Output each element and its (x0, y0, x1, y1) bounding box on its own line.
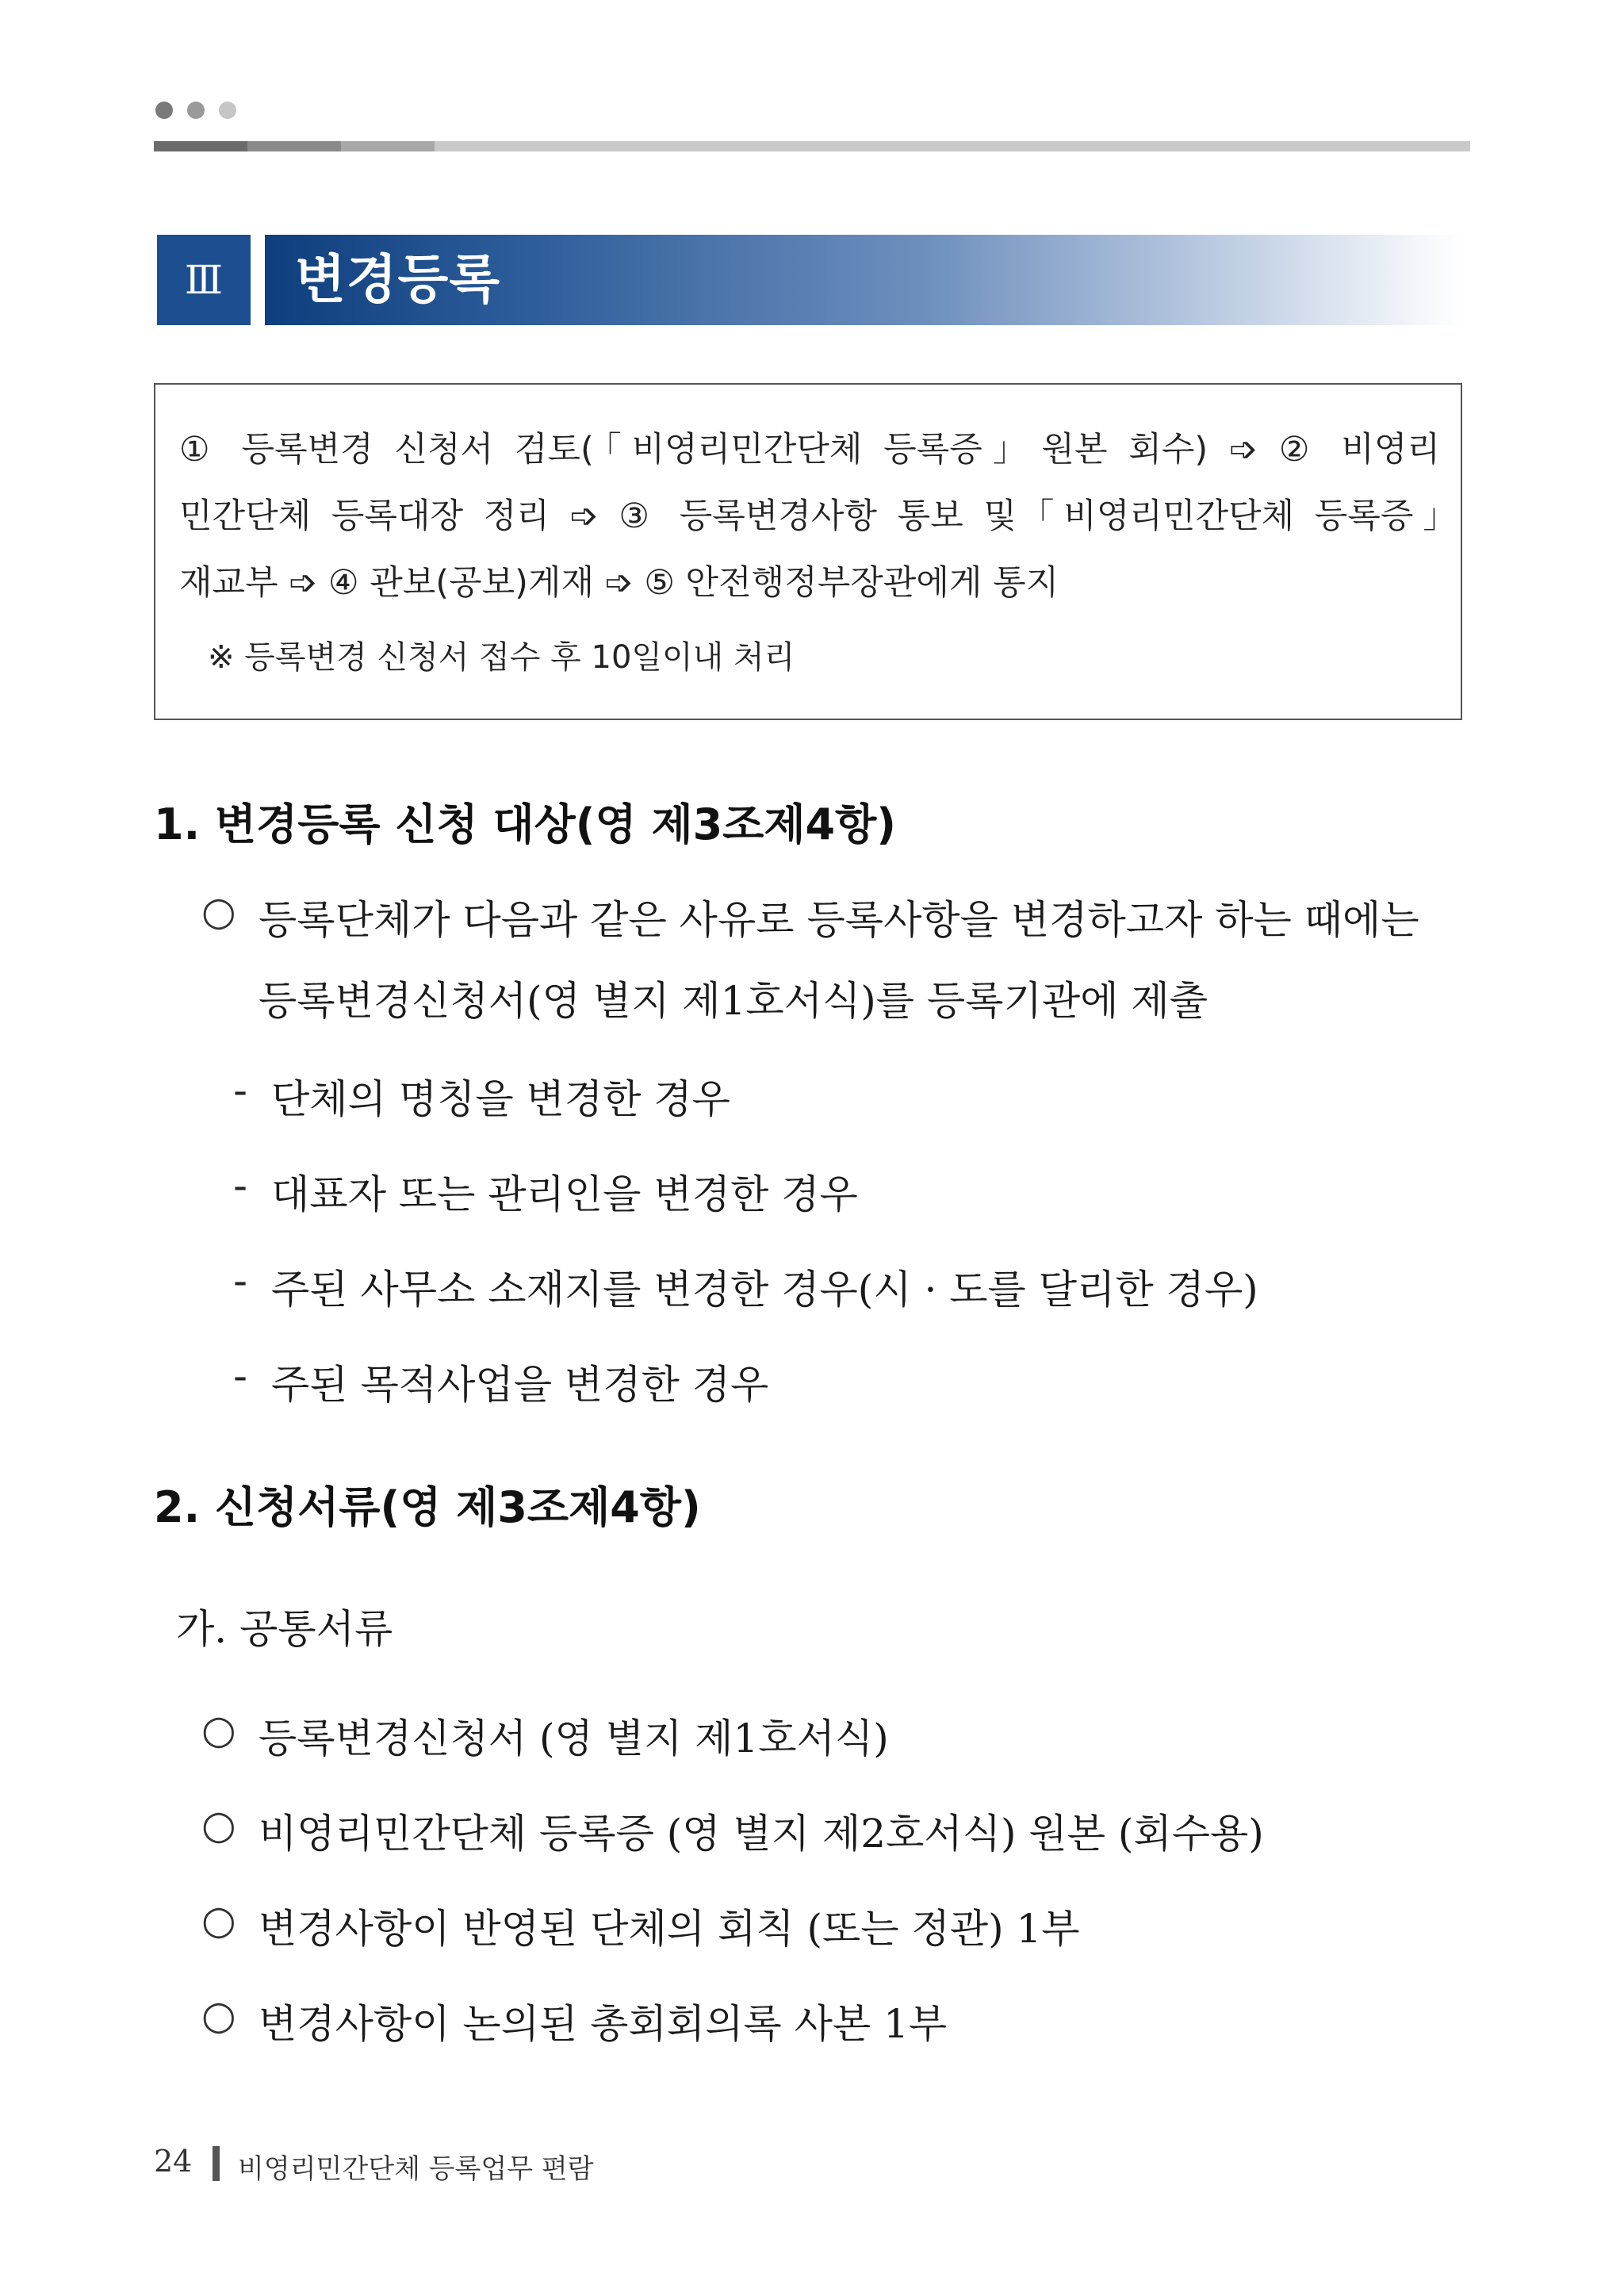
dash-marker: - (233, 1163, 248, 1209)
bullet-circle: ○ (201, 1992, 236, 2038)
header-rule-segment (154, 141, 247, 151)
footer-divider (213, 2146, 220, 2181)
header-rule-segment (247, 141, 341, 151)
header-dot (219, 102, 236, 119)
summary-line: 민간단체 등록대장 정리 ➩ ③ 등록변경사항 통보 및 ｢비영리민간단체 등록증｣ (179, 496, 1440, 536)
dash-marker: - (233, 1353, 248, 1399)
list-item: 변경사항이 논의된 총회회의록 사본 1부 (259, 2001, 948, 2047)
chapter-number: Ⅲ (157, 235, 251, 325)
dash-marker: - (233, 1258, 248, 1304)
list-item: 등록변경신청서 (영 별지 제1호서식) (259, 1715, 889, 1761)
process-summary-text (179, 416, 1440, 616)
summary-line: ① 등록변경 신청서 검토(｢비영리민간단체 등록증｣ 원본 회수) ➩ ② 비영리 (179, 430, 1440, 470)
page-number: 24 (154, 2144, 193, 2179)
header-rule-segment (341, 141, 435, 151)
body-text: 등록변경신청서(영 별지 제1호서식)를 등록기관에 제출 (259, 978, 1208, 1024)
bullet-circle: ○ (201, 1707, 236, 1753)
list-item: 대표자 또는 관리인을 변경한 경우 (271, 1171, 858, 1217)
header-dot (187, 102, 205, 119)
chapter-title: 변경등록 (295, 249, 501, 310)
dash-marker: - (233, 1068, 248, 1114)
header-dot (155, 102, 173, 119)
list-item: 주된 사무소 소재지를 변경한 경우(시 · 도를 달리한 경우) (271, 1267, 1258, 1313)
list-item: 변경사항이 반영된 단체의 회칙 (또는 정관) 1부 (259, 1906, 1080, 1952)
summary-note: ※ 등록변경 신청서 접수 후 10일이내 처리 (208, 639, 795, 676)
bullet-circle: ○ (201, 1897, 236, 1943)
section-heading: 1. 변경등록 신청 대상(영 제3조제4항) (154, 799, 896, 849)
bullet-circle: ○ (201, 1802, 236, 1848)
section-heading: 2. 신청서류(영 제3조제4항) (154, 1482, 701, 1532)
process-summary-box (154, 383, 1462, 720)
footer-book-title: 비영리민간단체 등록업무 편람 (238, 2153, 594, 2185)
list-item: 비영리민간단체 등록증 (영 별지 제2호서식) 원본 (회수용) (259, 1811, 1264, 1857)
header-rule (154, 141, 1470, 151)
summary-line: 재교부 ➩ ④ 관보(공보)게재 ➩ ⑤ 안전행정부장관에게 통지 (179, 563, 1059, 603)
body-text: 등록단체가 다음과 같은 사유로 등록사항을 변경하고자 하는 때에는 (259, 897, 1419, 943)
list-item: 단체의 명칭을 변경한 경우 (271, 1076, 730, 1122)
list-item: 주된 목적사업을 변경한 경우 (271, 1362, 769, 1408)
bullet-circle: ○ (201, 888, 236, 934)
subsection-heading: 가. 공통서류 (176, 1606, 393, 1652)
